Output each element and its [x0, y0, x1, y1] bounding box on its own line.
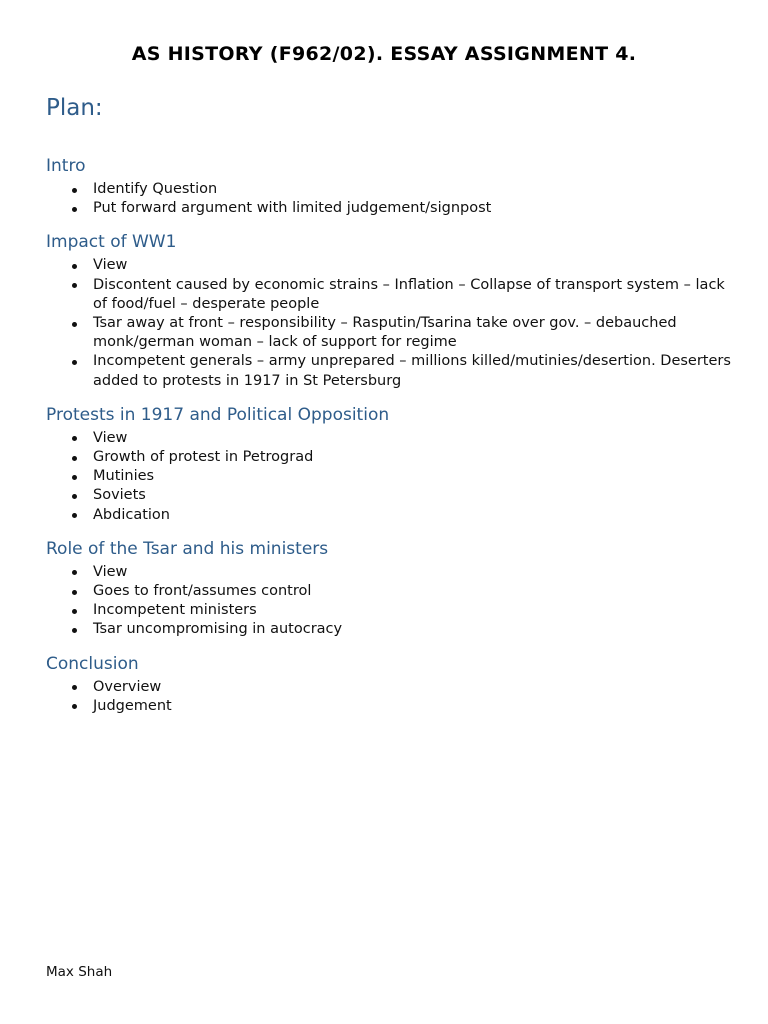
bullet-item — [46, 314, 736, 352]
section-heading: Impact of WW1 — [46, 232, 177, 253]
section-heading: Protests in 1917 and Political Opposition — [46, 404, 390, 425]
footer-author: Max Shah — [46, 964, 113, 980]
bullet-item — [46, 429, 736, 448]
bullet-dot-icon — [72, 475, 77, 480]
bullet-item — [46, 506, 736, 525]
plan-section — [46, 231, 736, 390]
bullet-text: View — [93, 563, 128, 580]
bullet-item — [46, 601, 736, 620]
bullet-item — [46, 678, 736, 697]
bullet-dot-icon — [72, 436, 77, 441]
bullet-dot-icon — [72, 456, 77, 461]
plan-section — [46, 155, 736, 218]
bullet-text: Mutinies — [93, 468, 155, 485]
bullet-text: Identify Question — [93, 181, 218, 197]
bullet-list — [46, 180, 736, 218]
section-heading: Role of the Tsar and his ministers — [46, 538, 329, 559]
bullet-text: Put forward argument with limited judgement/signpost — [93, 200, 492, 217]
document-title: AS HISTORY (F962/02). ESSAY ASSIGNMENT 4. — [131, 43, 637, 65]
plan-heading: Plan: — [46, 95, 103, 121]
bullet-text: Overview — [93, 678, 162, 695]
bullet-item — [46, 180, 736, 199]
bullet-item — [46, 563, 736, 582]
bullet-text: Tsar uncompromising in autocracy — [93, 621, 343, 638]
bullet-item — [46, 448, 736, 467]
plan-section — [46, 538, 736, 640]
bullet-item — [46, 199, 736, 218]
bullet-dot-icon — [72, 590, 77, 595]
bullet-list — [46, 429, 736, 525]
bullet-item — [46, 467, 736, 486]
bullet-text: View — [93, 429, 128, 446]
bullet-item — [46, 486, 736, 505]
plan-content — [46, 155, 736, 729]
plan-section — [46, 653, 736, 716]
bullet-dot-icon — [72, 207, 77, 212]
bullet-list — [46, 563, 736, 640]
bullet-text: Judgement — [93, 697, 172, 714]
bullet-dot-icon — [72, 360, 77, 365]
bullet-dot-icon — [72, 283, 77, 288]
bullet-item — [46, 256, 736, 275]
bullet-item — [46, 697, 736, 716]
bullet-dot-icon — [72, 570, 77, 575]
bullet-text: Abdication — [93, 506, 170, 523]
section-heading: Conclusion — [46, 653, 139, 674]
bullet-dot-icon — [72, 322, 77, 327]
bullet-item — [46, 276, 736, 314]
bullet-text: Soviets — [93, 487, 146, 504]
bullet-dot-icon — [72, 685, 77, 690]
bullet-dot-icon — [72, 609, 77, 614]
bullet-item — [46, 620, 736, 639]
bullet-text: Incompetent generals – army unprepared – millions killed/mutinies/desertion. Deserters added to protests in 1917 in St Petersburg — [93, 353, 731, 389]
bullet-text: Discontent caused by economic strains – Inflation – Collapse of transport system – lack of food/fuel – desperate people — [93, 276, 725, 312]
bullet-dot-icon — [72, 188, 77, 193]
bullet-dot-icon — [72, 264, 77, 269]
bullet-item — [46, 582, 736, 601]
bullet-text: Incompetent ministers — [93, 602, 257, 619]
bullet-text: View — [93, 257, 128, 274]
bullet-item — [46, 352, 736, 390]
bullet-dot-icon — [72, 513, 77, 518]
section-heading: Intro — [46, 156, 86, 176]
bullet-list — [46, 256, 736, 390]
bullet-text: Tsar away at front – responsibility – Rasputin/Tsarina take over gov. – debauched monk/german woman – lack of support for regime — [93, 315, 677, 351]
plan-section — [46, 404, 736, 525]
bullet-text: Growth of protest in Petrograd — [93, 449, 314, 466]
bullet-text: Goes to front/assumes control — [93, 583, 312, 600]
bullet-dot-icon — [72, 494, 77, 499]
bullet-dot-icon — [72, 628, 77, 633]
bullet-list — [46, 678, 736, 716]
bullet-dot-icon — [72, 704, 77, 709]
